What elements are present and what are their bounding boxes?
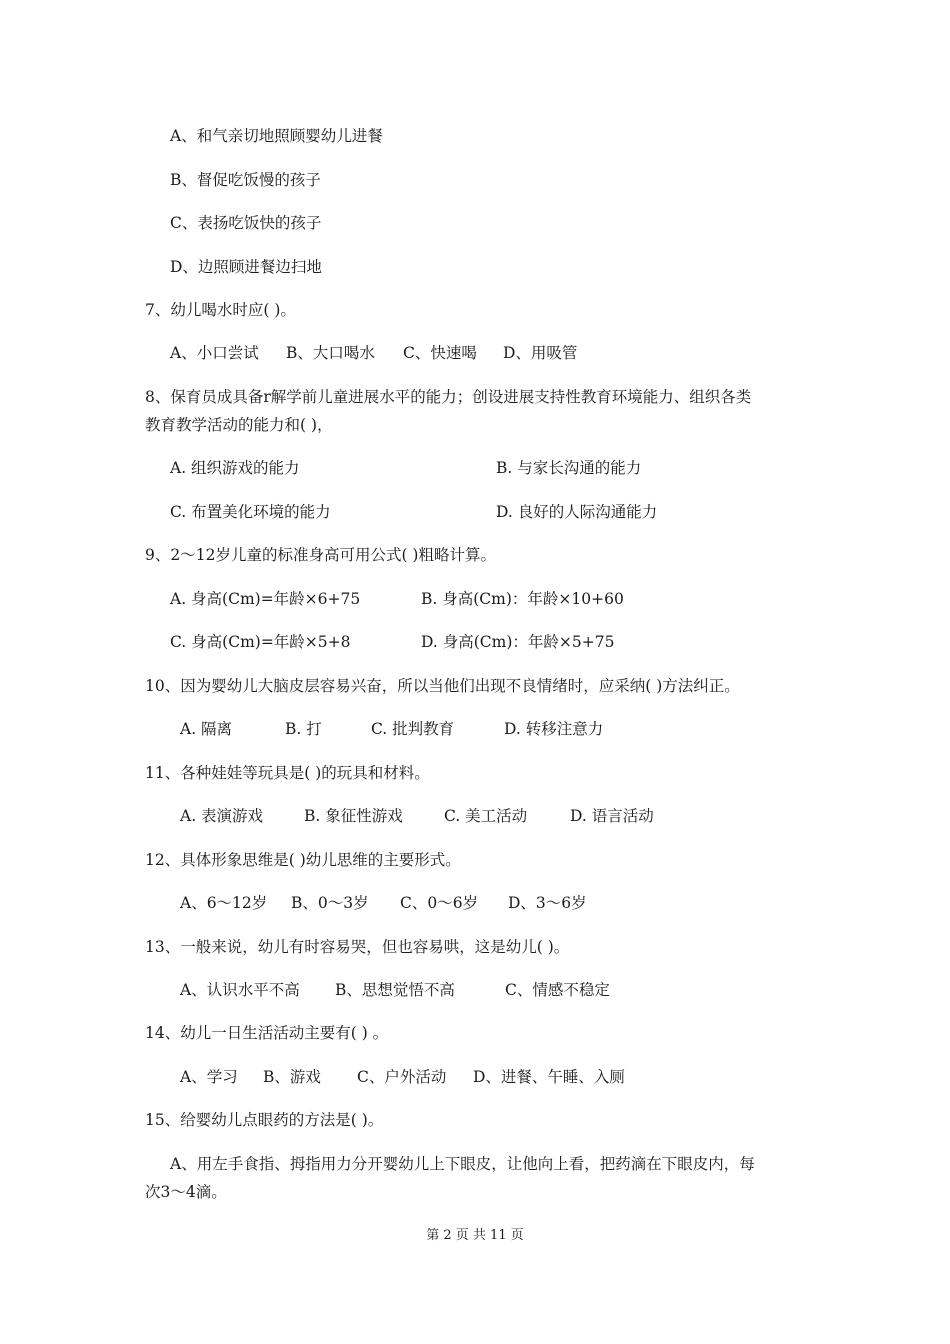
question-10-options: [170, 719, 603, 739]
q8-option-b: B. 与家长沟通的能力: [496, 459, 642, 477]
q10-option-c: C. 批判教育: [371, 720, 455, 738]
q14-option-a: A、学习: [180, 1068, 238, 1086]
q8-option-a: A. 组织游戏的能力: [170, 459, 300, 477]
q12-option-a: A、6～12岁: [180, 894, 268, 912]
q11-option-c: C. 美工活动: [444, 807, 528, 825]
q8-option-d: D. 良好的人际沟通能力: [496, 503, 658, 521]
question-14-options: [170, 1067, 625, 1087]
q12-option-d: D、3～6岁: [508, 894, 587, 912]
q14-option-d: D、进餐、午睡、入厕: [473, 1068, 625, 1086]
question-15-stem: 15、给婴幼儿点眼药的方法是( )。: [145, 1111, 384, 1129]
q11-option-a: A. 表演游戏: [180, 807, 264, 825]
question-11-stem: 11、各种娃娃等玩具是( )的玩具和材料。: [145, 764, 430, 782]
question-13-stem: 13、一般来说，幼儿有时容易哭，但也容易哄，这是幼儿( )。: [145, 938, 570, 956]
q11-option-b: B. 象征性游戏: [304, 807, 403, 825]
q10-option-b: B. 打: [285, 720, 322, 738]
question-10-stem: 10、因为婴幼儿大脑皮层容易兴奋，所以当他们出现不良情绪时，应采纳( )方法纠正。: [145, 677, 740, 695]
q10-option-d: D. 转移注意力: [504, 720, 604, 738]
q7-option-d: D、用吸管: [503, 344, 578, 362]
question-7-options: [170, 343, 577, 363]
q7-option-a: A、小口尝试: [170, 344, 259, 362]
q13-option-b: B、思想觉悟不高: [335, 981, 455, 999]
q9-option-d: D. 身高(Cm)：年龄×5+75: [421, 633, 615, 651]
q11-option-d: D. 语言活动: [570, 807, 654, 825]
q9-option-b: B. 身高(Cm)：年龄×10+60: [421, 590, 624, 608]
q12-option-b: B、0～3岁: [291, 894, 369, 912]
question-9-stem: 9、2～12岁儿童的标准身高可用公式( )粗略计算。: [145, 546, 496, 564]
q10-option-a: A. 隔离: [180, 720, 233, 738]
prev-option-b: B、督促吃饭慢的孩子: [170, 171, 321, 189]
q13-option-c: C、情感不稳定: [505, 981, 610, 999]
page-number-footer: 第 2 页 共 11 页: [426, 1228, 524, 1243]
q9-option-a: A. 身高(Cm)=年龄×6+75: [170, 590, 361, 608]
prev-option-a: A、和气亲切地照顾婴幼儿进餐: [170, 127, 383, 145]
question-12-options: [170, 893, 587, 913]
question-13-options: [170, 980, 610, 1000]
question-12-stem: 12、具体形象思维是( )幼儿思维的主要形式。: [145, 851, 461, 869]
prev-option-d: D、边照顾进餐边扫地: [170, 258, 322, 276]
q7-option-c: C、快速喝: [403, 344, 477, 362]
q15-option-a-line1: A、用左手食指、拇指用力分开婴幼儿上下眼皮，让他向上看，把药滴在下眼皮内，每: [170, 1155, 755, 1173]
question-8-stem-line1: 8、保育员成具备r解学前儿童进展水平的能力；创设进展支持性教育环境能力、组织各类: [145, 388, 752, 406]
prev-option-c: C、表扬吃饭快的孩子: [170, 214, 322, 232]
q14-option-b: B、游戏: [263, 1068, 321, 1086]
question-11-options: [170, 806, 654, 826]
q8-option-c: C. 布置美化环境的能力: [170, 503, 331, 521]
q9-option-c: C. 身高(Cm)=年龄×5+8: [170, 633, 351, 651]
q14-option-c: C、户外活动: [357, 1068, 447, 1086]
q7-option-b: B、大口喝水: [286, 344, 375, 362]
q13-option-a: A、认识水平不高: [180, 981, 300, 999]
q12-option-c: C、0～6岁: [400, 894, 479, 912]
question-7-stem: 7、幼儿喝水时应( )。: [145, 301, 296, 319]
q15-option-a-line2: 次3～4滴。: [145, 1183, 227, 1201]
question-8-stem-line2: 教育教学活动的能力和( )，: [145, 416, 333, 434]
question-14-stem: 14、幼儿一日生活活动主要有( ) 。: [145, 1024, 389, 1042]
